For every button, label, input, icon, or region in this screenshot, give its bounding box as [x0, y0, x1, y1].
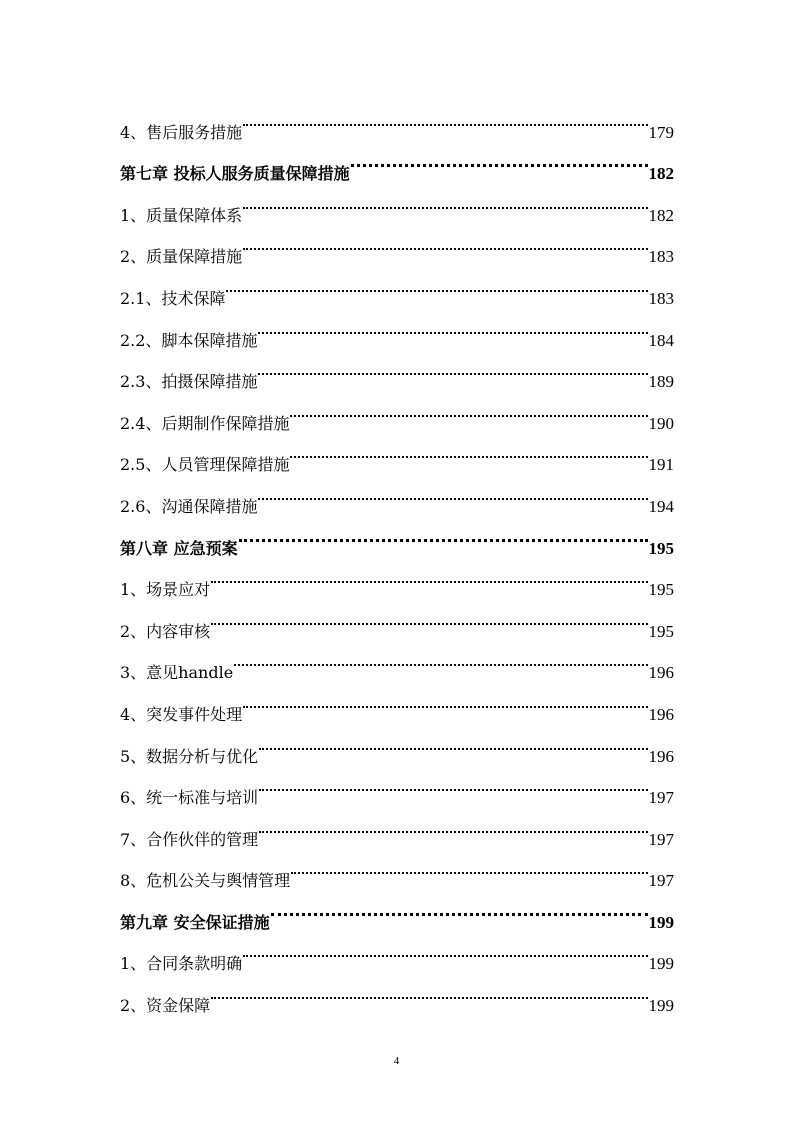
toc-entry-page: 184 [648, 330, 674, 350]
toc-entry-title: 2.1、技术保障 [120, 288, 226, 308]
toc-entry-title: 第九章 安全保证措施 [120, 912, 270, 932]
toc-entry-page: 183 [648, 288, 674, 308]
toc-entry-title: 1、质量保障体系 [120, 205, 243, 225]
toc-entry-title: 2.6、沟通保障措施 [120, 496, 258, 516]
toc-entry-page: 199 [648, 912, 674, 932]
toc-entry-page: 197 [648, 788, 674, 808]
toc-entry-title: 5、数据分析与优化 [120, 746, 259, 766]
toc-entry-title: 2.2、脚本保障措施 [120, 330, 258, 350]
toc-entry-page: 191 [648, 455, 674, 475]
toc-entry-title: 3、意见handle [120, 663, 234, 683]
toc-dot-leader [211, 595, 647, 637]
toc-entry-page: 196 [648, 704, 674, 724]
toc-entry-title: 8、危机公关与舆情管理 [120, 871, 291, 891]
toc-entry-title: 第七章 投标人服务质量保障措施 [120, 164, 350, 184]
toc-dot-leader [258, 304, 647, 346]
toc-dot-leader [271, 886, 648, 928]
toc-dot-leader [258, 346, 647, 388]
toc-dot-leader [243, 678, 647, 720]
toc-dot-leader [243, 179, 647, 221]
toc-dot-leader [211, 969, 647, 1011]
toc-entry-page: 197 [648, 829, 674, 849]
toc-entry-page: 195 [648, 538, 674, 558]
toc-dot-leader [211, 554, 647, 596]
toc-dot-leader [234, 637, 647, 679]
toc-entry-page: 196 [648, 746, 674, 766]
toc-entry-page: 179 [648, 122, 674, 142]
toc-dot-leader [258, 470, 647, 512]
toc-entry-title: 2.3、拍摄保障措施 [120, 372, 258, 392]
toc-entry-page: 189 [648, 372, 674, 392]
toc-entry-title: 2.4、后期制作保障措施 [120, 413, 290, 433]
toc-dot-leader [351, 138, 648, 180]
toc-entry-page: 183 [648, 247, 674, 267]
toc-dot-leader [259, 762, 647, 804]
toc-entry[interactable] [120, 96, 674, 142]
toc-entry-page: 195 [648, 621, 674, 641]
toc-dot-leader [243, 96, 647, 138]
toc-entry-title: 6、统一标准与培训 [120, 788, 259, 808]
toc-entry-page: 196 [648, 663, 674, 683]
toc-entry-title: 2、内容审核 [120, 621, 211, 641]
toc-entry-title: 1、场景应对 [120, 580, 211, 600]
toc-entry-title: 4、突发事件处理 [120, 704, 243, 724]
toc-dot-leader [291, 845, 647, 887]
toc-entry-page: 194 [648, 496, 674, 516]
toc-dot-leader [243, 221, 647, 263]
toc-dot-leader [290, 429, 647, 471]
toc-dot-leader [243, 928, 647, 970]
toc-dot-leader [226, 262, 647, 304]
toc-entry-page: 190 [648, 413, 674, 433]
toc-entry-title: 2、质量保障措施 [120, 247, 243, 267]
toc-entry-title: 第八章 应急预案 [120, 538, 238, 558]
toc-entry-title: 1、合同条款明确 [120, 954, 243, 974]
toc-entry-title: 7、合作伙伴的管理 [120, 829, 259, 849]
toc-dot-leader [259, 803, 647, 845]
toc-entry-page: 197 [648, 871, 674, 891]
toc-entry-page: 195 [648, 580, 674, 600]
toc-dot-leader [290, 387, 647, 429]
toc-dot-leader [239, 512, 648, 554]
toc-dot-leader [259, 720, 647, 762]
toc-entry-page: 182 [648, 205, 674, 225]
toc-entry-page: 199 [648, 954, 674, 974]
toc-entry-page: 182 [648, 164, 674, 184]
toc-entry-page: 199 [648, 996, 674, 1016]
page-number: 4 [393, 1055, 400, 1067]
table-of-contents [120, 96, 674, 1016]
toc-entry-title: 4、售后服务措施 [120, 122, 243, 142]
toc-entry-title: 2、资金保障 [120, 996, 211, 1016]
toc-entry-title: 2.5、人员管理保障措施 [120, 455, 290, 475]
